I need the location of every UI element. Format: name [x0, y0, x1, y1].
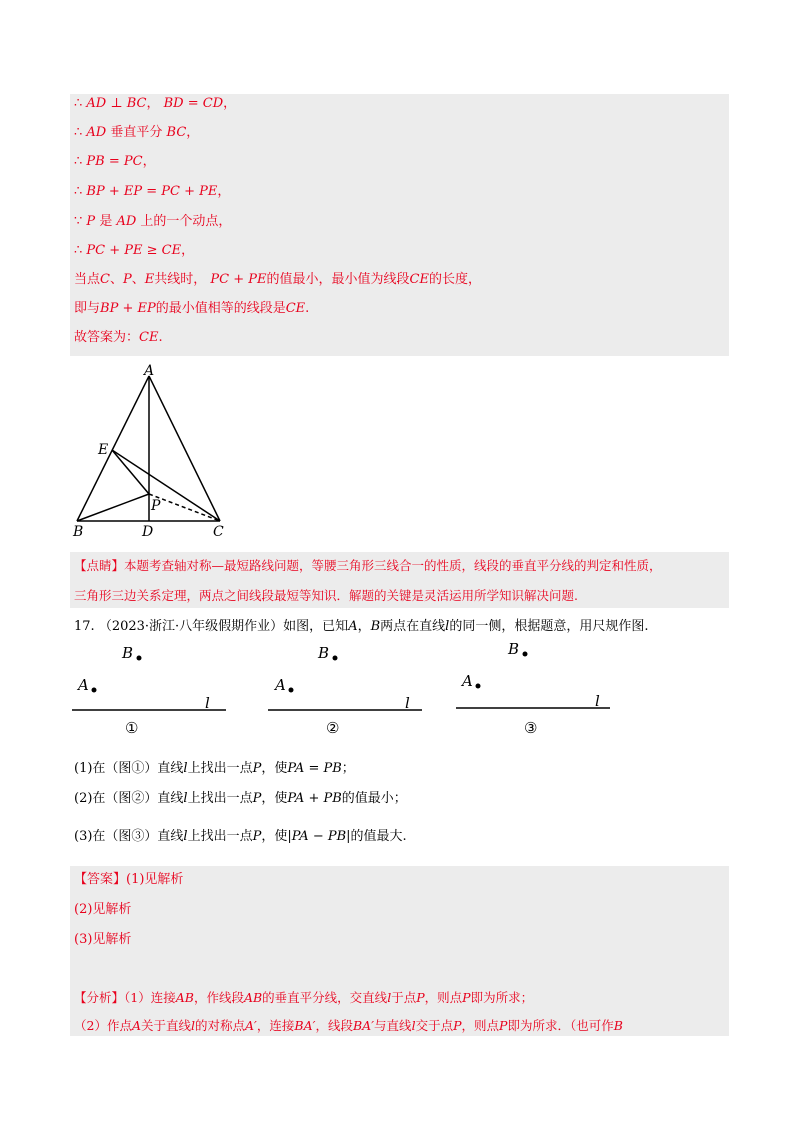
text: 两点在直线	[380, 619, 446, 634]
text: 是	[99, 214, 113, 229]
separator: ，	[186, 125, 200, 140]
text: 上找出一点	[187, 761, 253, 776]
text: 的值最大.	[350, 829, 407, 844]
part-1	[74, 758, 355, 780]
triangle-figure	[70, 362, 226, 540]
text: 交于点	[415, 1018, 454, 1033]
answer-line-1	[74, 868, 183, 892]
math-expr: l	[183, 829, 188, 844]
dianjing-tag: 【点睛】	[74, 558, 125, 573]
segment-ep	[112, 450, 149, 494]
math-expr: BA′	[352, 1018, 375, 1033]
math-expr: B	[370, 619, 381, 634]
math-expr: l	[387, 990, 392, 1005]
text: ，作线段	[193, 990, 244, 1005]
separator: ，	[217, 184, 231, 199]
fig2-label-l: l	[405, 694, 410, 712]
therefore-symbol: ∴	[74, 184, 83, 199]
math-expr: AD	[116, 214, 137, 229]
separator: 、	[109, 272, 123, 287]
math-expr: CE	[409, 272, 429, 287]
fig2-label-a: A	[275, 676, 286, 694]
math-expr: A	[348, 619, 358, 634]
label-a: A	[144, 363, 155, 379]
math-expr: PB = PC	[86, 154, 143, 169]
text: ，线段	[315, 1018, 353, 1033]
solution-line-5	[74, 210, 231, 234]
text: ，连接	[256, 1018, 295, 1033]
therefore-symbol: ∴	[74, 125, 83, 140]
text: (1)在（图①）直线	[74, 761, 184, 776]
text: （2）作点	[74, 1018, 132, 1033]
text: 的最小值相等的线段是	[155, 301, 286, 316]
fig3-label-b: B	[508, 640, 520, 658]
because-symbol: ∵	[74, 214, 83, 229]
fig2-point-b	[333, 656, 338, 661]
text: 的同一侧，根据题意，用尺规作图.	[449, 619, 649, 634]
text: .	[158, 330, 163, 345]
math-expr: BP + EP	[100, 301, 156, 316]
solution-line-9	[74, 326, 163, 350]
construction-figures	[0, 636, 800, 746]
math-expr: PA + PB	[287, 791, 342, 806]
math-expr: P	[122, 272, 132, 287]
math-expr: CE	[139, 330, 159, 345]
therefore-symbol: ∴	[74, 154, 83, 169]
text: 当点	[74, 272, 101, 287]
fig1-label-a: A	[78, 676, 89, 694]
label-e: E	[98, 442, 109, 458]
math-expr: l	[183, 791, 188, 806]
math-expr: C	[100, 272, 110, 287]
dianjing-line-1	[74, 554, 662, 578]
math-expr: P	[252, 791, 262, 806]
math-expr: P	[499, 1018, 508, 1033]
math-expr: E	[144, 272, 155, 287]
math-expr: A′	[245, 1018, 257, 1033]
analysis-line-1	[74, 986, 533, 1010]
fig2-point-a	[289, 688, 294, 693]
fig3-point-b	[523, 652, 528, 657]
text: 关于直线	[140, 1018, 191, 1033]
text: 即为所求；	[470, 990, 534, 1005]
question-17-header	[74, 616, 648, 638]
text: 的值最小，最小值为线段	[266, 272, 410, 287]
text: ，使	[261, 761, 288, 776]
text: (1)见解析	[126, 872, 184, 887]
segment-ec	[112, 450, 220, 521]
text: .	[305, 301, 310, 316]
math-expr: AB	[175, 990, 194, 1005]
text: 上的一个动点，	[140, 214, 232, 229]
math-expr: P	[462, 990, 471, 1005]
math-expr: P	[252, 761, 262, 776]
text: 与直线	[374, 1018, 412, 1033]
text: ，则点	[461, 1018, 500, 1033]
text: 于点	[391, 990, 417, 1005]
text: ，则点	[424, 990, 463, 1005]
question-number: 17.	[74, 619, 95, 634]
text: 本题考查轴对称—最短路线问题，等腰三角形三线合一的性质，线段的垂直平分线的判定和性质，	[124, 558, 662, 573]
math-expr: P	[416, 990, 425, 1005]
text: 即为所求．（也可作	[507, 1018, 614, 1033]
separator: ，	[181, 243, 195, 258]
answer-tag: 【答案】	[74, 872, 127, 887]
fig3-label-l: l	[595, 692, 600, 710]
math-expr: PA = PB	[287, 761, 342, 776]
label-c: C	[213, 524, 224, 540]
text: ，使	[261, 829, 288, 844]
part-3	[74, 826, 407, 848]
math-expr: PC + PE ≥ CE	[86, 243, 182, 258]
text: (2)见解析	[74, 902, 132, 917]
part-2	[74, 788, 407, 810]
math-expr: CE	[285, 301, 306, 316]
solution-line-6	[74, 239, 194, 263]
therefore-symbol: ∴	[74, 96, 83, 111]
solution-line-8	[74, 297, 309, 321]
math-expr: PC + PE	[210, 272, 267, 287]
solution-line-4	[74, 180, 230, 204]
math-expr: BP + EP = PC + PE	[86, 184, 218, 199]
solution-line-7	[74, 268, 481, 292]
separator: ，	[142, 154, 156, 169]
text: 的长度，	[428, 272, 481, 287]
separator: ，	[146, 96, 160, 111]
fig1-point-b	[137, 656, 142, 661]
text: 的值最小；	[341, 791, 407, 806]
fig3-number: ③	[524, 719, 538, 737]
text: (2)在（图②）直线	[74, 791, 184, 806]
text: 即与	[74, 301, 101, 316]
fig1-point-a	[92, 688, 97, 693]
fig1-label-l: l	[205, 694, 210, 712]
label-d: D	[142, 524, 154, 540]
fig2-number: ②	[326, 719, 340, 737]
math-expr: AD	[86, 125, 107, 140]
text: ，使	[261, 791, 288, 806]
text: 故答案为：	[74, 330, 140, 345]
math-expr: P	[86, 214, 96, 229]
separator: 、	[131, 272, 145, 287]
math-expr: l	[183, 761, 188, 776]
solution-line-3	[74, 150, 156, 174]
fig2-label-b: B	[318, 644, 330, 662]
fig1-number: ①	[125, 719, 139, 737]
text: 共线时，	[154, 272, 207, 287]
math-expr: BA′	[294, 1018, 316, 1033]
math-expr: BD = CD	[163, 96, 224, 111]
dianjing-line-2	[74, 584, 578, 608]
text: (3)见解析	[74, 932, 132, 947]
text: (3)在（图③）直线	[74, 829, 184, 844]
math-expr: B	[613, 1018, 623, 1033]
solution-line-1	[74, 92, 236, 116]
label-b: B	[73, 524, 84, 540]
math-expr: l	[445, 619, 450, 634]
side-ab	[77, 376, 149, 521]
math-expr: A	[131, 1018, 141, 1033]
analysis-tag: 【分析】	[74, 990, 125, 1005]
math-expr: l	[411, 1018, 416, 1033]
answer-line-2	[74, 898, 131, 922]
triangle-diagram	[70, 362, 226, 540]
fig1-label-b: B	[122, 644, 134, 662]
fig3-point-a	[476, 684, 481, 689]
math-expr: P	[252, 829, 262, 844]
text: 上找出一点	[187, 829, 253, 844]
text: 垂直平分	[110, 125, 163, 140]
math-expr: BC	[166, 125, 187, 140]
separator: ，	[357, 619, 371, 634]
fig3-label-a: A	[462, 672, 473, 690]
solution-line-2	[74, 121, 199, 145]
separator: ，	[223, 96, 237, 111]
text: 上找出一点	[187, 791, 253, 806]
text: 的对称点	[195, 1018, 246, 1033]
math-expr: AB	[243, 990, 263, 1005]
text: （2023·浙江·八年级假期作业）如图，已知	[98, 619, 349, 634]
math-expr: |PA − PB|	[287, 829, 351, 844]
label-p: P	[151, 498, 161, 514]
therefore-symbol: ∴	[74, 243, 83, 258]
math-expr: AD ⊥ BC	[86, 96, 147, 111]
math-expr: P	[453, 1018, 462, 1033]
text: 的垂直平分线，交直线	[262, 990, 388, 1005]
text: （1）连接	[124, 990, 176, 1005]
analysis-line-2	[74, 1014, 623, 1038]
answer-line-3	[74, 928, 131, 952]
math-expr: l	[191, 1018, 195, 1033]
text: 三角形三边关系定理，两点之间线段最短等知识．解题的关键是灵活运用所学知识解决问题.	[74, 588, 578, 603]
text: ；	[341, 761, 355, 776]
